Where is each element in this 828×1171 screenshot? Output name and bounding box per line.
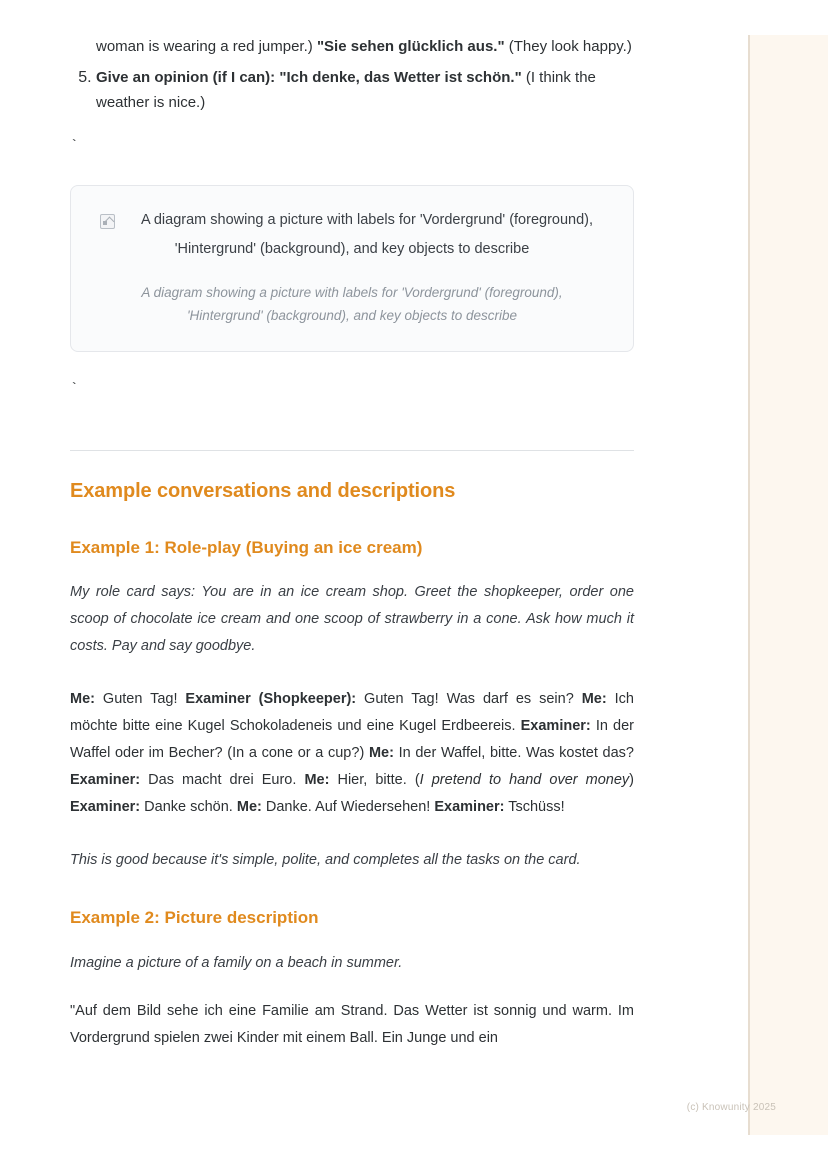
- list-item-5: [96, 69, 596, 111]
- list-item: [96, 65, 634, 115]
- speaker-label: Me:: [581, 691, 607, 707]
- page-side-divider: [748, 35, 750, 1135]
- dialogue-text: Guten Tag!: [94, 691, 186, 707]
- dialogue-text: Guten Tag! Was darf es sein?: [356, 691, 582, 707]
- page-side-strip: [750, 35, 828, 1135]
- stage-direction: I pretend to hand over money: [419, 772, 630, 788]
- dialogue-text: Tschüss!: [504, 799, 565, 815]
- image-placeholder-card: [70, 185, 634, 352]
- dialogue-text: Danke. Auf Wiedersehen!: [261, 799, 435, 815]
- image-caption: A diagram showing a picture with labels for 'Vordergrund' (foreground), 'Hintergrund' (background), and key objects to describe: [141, 285, 563, 323]
- speaker-label: Examiner:: [70, 799, 141, 815]
- example1-dialogue: Me: Guten Tag! Examiner (Shopkeeper): Guten Tag! Was darf es sein? Me: Ich möchte bitte eine Kugel Schokoladeneis und eine Kugel Erdbeereis. Examiner: In der Waffel oder im Becher? (In a cone or a cup?) Me: In der Waffel, bitte. Was kostet das? Examiner: Das macht drei Euro. Me: Hier, bitte. (I pretend to hand over money) Examiner: Danke schön. Me: Danke. Auf Wiedersehen! Examiner: Tschüss!: [70, 691, 635, 815]
- speaker-label: Examiner:: [520, 718, 591, 734]
- list-item-continuation: [96, 34, 634, 59]
- broken-image-icon: [100, 214, 115, 229]
- continuation-text-after: (They look happy.): [504, 38, 632, 55]
- dialogue-text: Danke schön.: [140, 799, 237, 815]
- example1-heading: Example 1: Role-play (Buying an ice cream): [70, 538, 423, 557]
- speaker-label: Me:: [236, 799, 262, 815]
- document-content: [70, 34, 634, 1052]
- broken-image-row: [93, 206, 611, 264]
- dialogue-text: Ich möchte bitte eine Kugel Schokoladeneis und eine Kugel Erdbeereis.: [70, 691, 634, 734]
- continuation-text-before: woman is wearing a red jumper.): [96, 38, 317, 55]
- example2-heading: Example 2: Picture description: [70, 908, 319, 927]
- example1-note: This is good because it's simple, polite, and completes all the tasks on the card.: [70, 852, 581, 868]
- speaker-label: Examiner (Shopkeeper):: [185, 691, 357, 707]
- section-heading: Example conversations and descriptions: [70, 480, 456, 502]
- continuation-bold: "Sie sehen glücklich aus.": [316, 38, 505, 55]
- example2-body: "Auf dem Bild sehe ich eine Familie am Strand. Das Wetter ist sonnig und warm. Im Vordergrund spielen zwei Kinder mit einem Ball. Ein Junge und ein: [70, 1003, 634, 1046]
- image-alt-text: A diagram showing a picture with labels for 'Vordergrund' (foreground), 'Hintergrund' (background), and key objects to describe: [140, 212, 594, 257]
- dialogue-text: In der Waffel, bitte. Was kostet das?: [393, 745, 634, 761]
- dialogue-text: Das macht drei Euro.: [140, 772, 305, 788]
- speaker-label: Examiner:: [70, 772, 141, 788]
- list-item-5-rest: (I think the weather is nice.): [96, 69, 596, 111]
- footer-watermark: (c) Knowunity 2025: [686, 1102, 776, 1113]
- speaker-label: Me:: [304, 772, 330, 788]
- example2-prompt: Imagine a picture of a family on a beach in summer.: [70, 955, 403, 971]
- speaker-label: Me:: [70, 691, 95, 707]
- speaker-label: Examiner:: [434, 799, 505, 815]
- section-divider: [70, 450, 634, 451]
- example1-role-card: My role card says: You are in an ice cream shop. Greet the shopkeeper, order one scoop of chocolate ice cream and one scoop of strawberry in a cone. Ask how much it costs. Pay and say goodbye.: [70, 584, 634, 654]
- list-item-5-bold: Give an opinion (if I can): "Ich denke, das Wetter ist schön.": [96, 69, 522, 86]
- stray-backtick-top: `: [70, 138, 79, 154]
- dialogue-text: Hier, bitte.: [329, 772, 415, 788]
- numbered-list: [70, 65, 634, 115]
- stray-backtick-bottom: `: [70, 381, 79, 397]
- dialogue-text: In der Waffel oder im Becher? (In a cone or a cup?): [70, 718, 635, 761]
- speaker-label: Me:: [368, 745, 394, 761]
